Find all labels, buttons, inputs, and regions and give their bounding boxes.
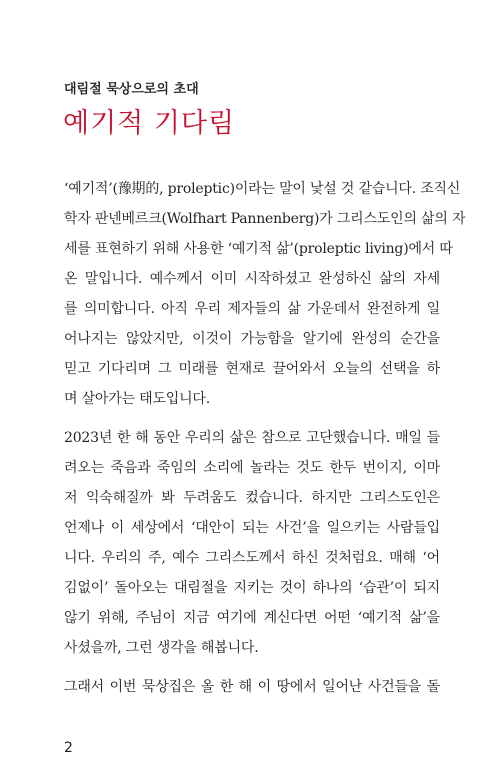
paragraph-line: 2023년 한 해 동안 우리의 삶은 참으로 고단했습니다. 매일 들 xyxy=(64,430,440,446)
paragraph-line: 니다. 우리의 주, 예수 그리스도께서 하신 것처럼요. 매해 ‘어 xyxy=(64,550,440,566)
paragraph-line: 를 의미합니다. 아직 우리 제자들의 삶 가운데서 완전하게 일 xyxy=(64,301,440,317)
paragraph-2 xyxy=(64,423,440,663)
paragraph-3 xyxy=(64,672,440,702)
chapter-title: 예기적 기다림 xyxy=(63,108,236,139)
paragraph-line: ‘예기적’(豫期的, proleptic)이라는 말이 낯설 것 같습니다. 조직신 xyxy=(64,181,461,197)
series-title: 대림절 묵상으로의 초대 xyxy=(64,82,199,97)
paragraph-line: 김없이’ 돌아오는 대림절을 지키는 것이 하나의 ‘습관’이 되지 xyxy=(64,580,440,596)
page-number: 2 xyxy=(64,740,73,756)
paragraph-line: 온 말입니다. 예수께서 이미 시작하셨고 완성하신 삶의 자세 xyxy=(64,271,440,287)
paragraph-line: 않기 위해, 주님이 지금 여기에 계신다면 어떤 ‘예기적 삶’을 xyxy=(64,610,440,626)
paragraph-line: 그래서 이번 묵상집은 올 한 해 이 땅에서 일어난 사건들을 돌 xyxy=(64,679,440,695)
paragraph-line: 사셨을까, 그런 생각을 해봅니다. xyxy=(64,640,259,656)
paragraph-line: 려오는 죽음과 죽임의 소리에 놀라는 것도 한두 번이지, 이마 xyxy=(64,460,440,476)
paragraph-line: 저 익숙해질까 봐 두려움도 컸습니다. 하지만 그리스도인은 xyxy=(64,490,440,506)
paragraph-line: 어나지는 않았지만, 이것이 가능함을 알기에 완성의 순간을 xyxy=(64,331,440,347)
paragraph-line: 학자 판넨베르크(Wolfhart Pannenberg)가 그리스도인의 삶의 자 xyxy=(64,211,466,227)
paragraph-line: 언제나 이 세상에서 ‘대안이 되는 사건’을 일으키는 사람들입 xyxy=(64,520,440,536)
paragraph-1 xyxy=(64,174,466,414)
paragraph-line: 세를 표현하기 위해 사용한 ‘예기적 삶’(proleptic living)에서 따 xyxy=(64,241,453,257)
paragraph-line: 며 살아가는 태도입니다. xyxy=(64,391,210,407)
paragraph-line: 믿고 기다리며 그 미래를 현재로 끌어와서 오늘의 선택을 하 xyxy=(64,361,440,377)
